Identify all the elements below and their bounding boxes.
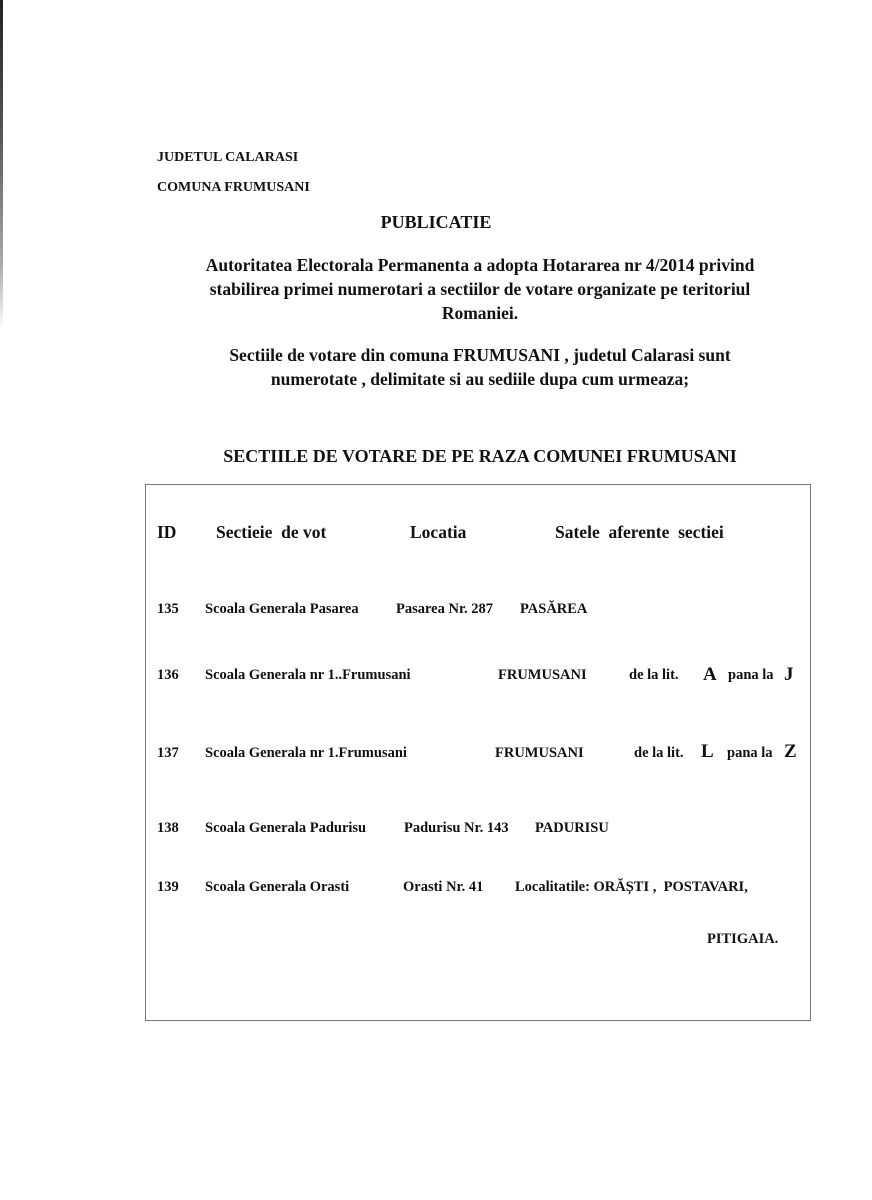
row-id: 139 bbox=[157, 879, 179, 895]
column-header-id: ID bbox=[157, 522, 177, 542]
row-satele: PASĂREA bbox=[520, 601, 588, 617]
row-letter-from: L bbox=[701, 741, 714, 762]
column-header-satele: Satele aferente sectiei bbox=[555, 522, 724, 542]
row-sectie: Scoala Generala Orasti bbox=[205, 879, 350, 895]
row-satele: PADURISU bbox=[535, 820, 609, 836]
document-title: PUBLICATIE bbox=[380, 212, 492, 232]
row-sectie: Scoala Generala Padurisu bbox=[205, 820, 367, 836]
row-sectie: Scoala Generala nr 1..Frumusani bbox=[205, 667, 411, 683]
row-satele: Localitatile: ORĂȘTI , POSTAVARI, bbox=[515, 879, 748, 895]
row-letter-to: J bbox=[784, 664, 794, 685]
row-locatia: Orasti Nr. 41 bbox=[403, 879, 484, 895]
row-locatia: FRUMUSANI bbox=[498, 667, 587, 683]
sections-line: numerotate , delimitate si au sediile dupa cum urmeaza; bbox=[270, 369, 690, 389]
row-satele-mid: pana la bbox=[728, 667, 774, 683]
row-id: 136 bbox=[157, 667, 179, 683]
commune-heading: COMUNA FRUMUSANI bbox=[157, 180, 310, 195]
intro-line: Autoritatea Electorala Permanenta a adopta Hotararea nr 4/2014 privind bbox=[205, 255, 755, 275]
row-locatia: Padurisu Nr. 143 bbox=[404, 820, 509, 836]
row-id: 135 bbox=[157, 601, 179, 617]
row-locatia: Pasarea Nr. 287 bbox=[396, 601, 494, 617]
scan-edge-shadow bbox=[0, 0, 3, 330]
row-satele-prefix: de la lit. bbox=[629, 667, 679, 683]
column-header-sectie: Sectieie de vot bbox=[216, 522, 327, 542]
sections-paragraph bbox=[175, 343, 785, 391]
intro-paragraph bbox=[150, 253, 810, 325]
row-letter-to: Z bbox=[784, 741, 797, 762]
county-heading: JUDETUL CALARASI bbox=[157, 150, 299, 165]
row-satele-mid: pana la bbox=[727, 745, 773, 761]
row-sectie: Scoala Generala Pasarea bbox=[205, 601, 359, 617]
column-header-locatia: Locatia bbox=[410, 522, 467, 542]
row-letter-from: A bbox=[703, 664, 717, 685]
row-id: 137 bbox=[157, 745, 179, 761]
intro-line: Romaniei. bbox=[441, 303, 519, 323]
section-title: SECTIILE DE VOTARE DE PE RAZA COMUNEI FRUMUSANI bbox=[223, 446, 737, 466]
row-satele-continued: PITIGAIA. bbox=[707, 931, 779, 947]
row-sectie: Scoala Generala nr 1.Frumusani bbox=[205, 745, 407, 761]
row-satele-prefix: de la lit. bbox=[634, 745, 684, 761]
row-locatia: FRUMUSANI bbox=[495, 745, 584, 761]
row-id: 138 bbox=[157, 820, 179, 836]
sections-line: Sectiile de votare din comuna FRUMUSANI , judetul Calarasi sunt bbox=[229, 345, 731, 365]
intro-line: stabilirea primei numerotari a sectiilor de votare organizate pe teritoriul bbox=[209, 279, 751, 299]
